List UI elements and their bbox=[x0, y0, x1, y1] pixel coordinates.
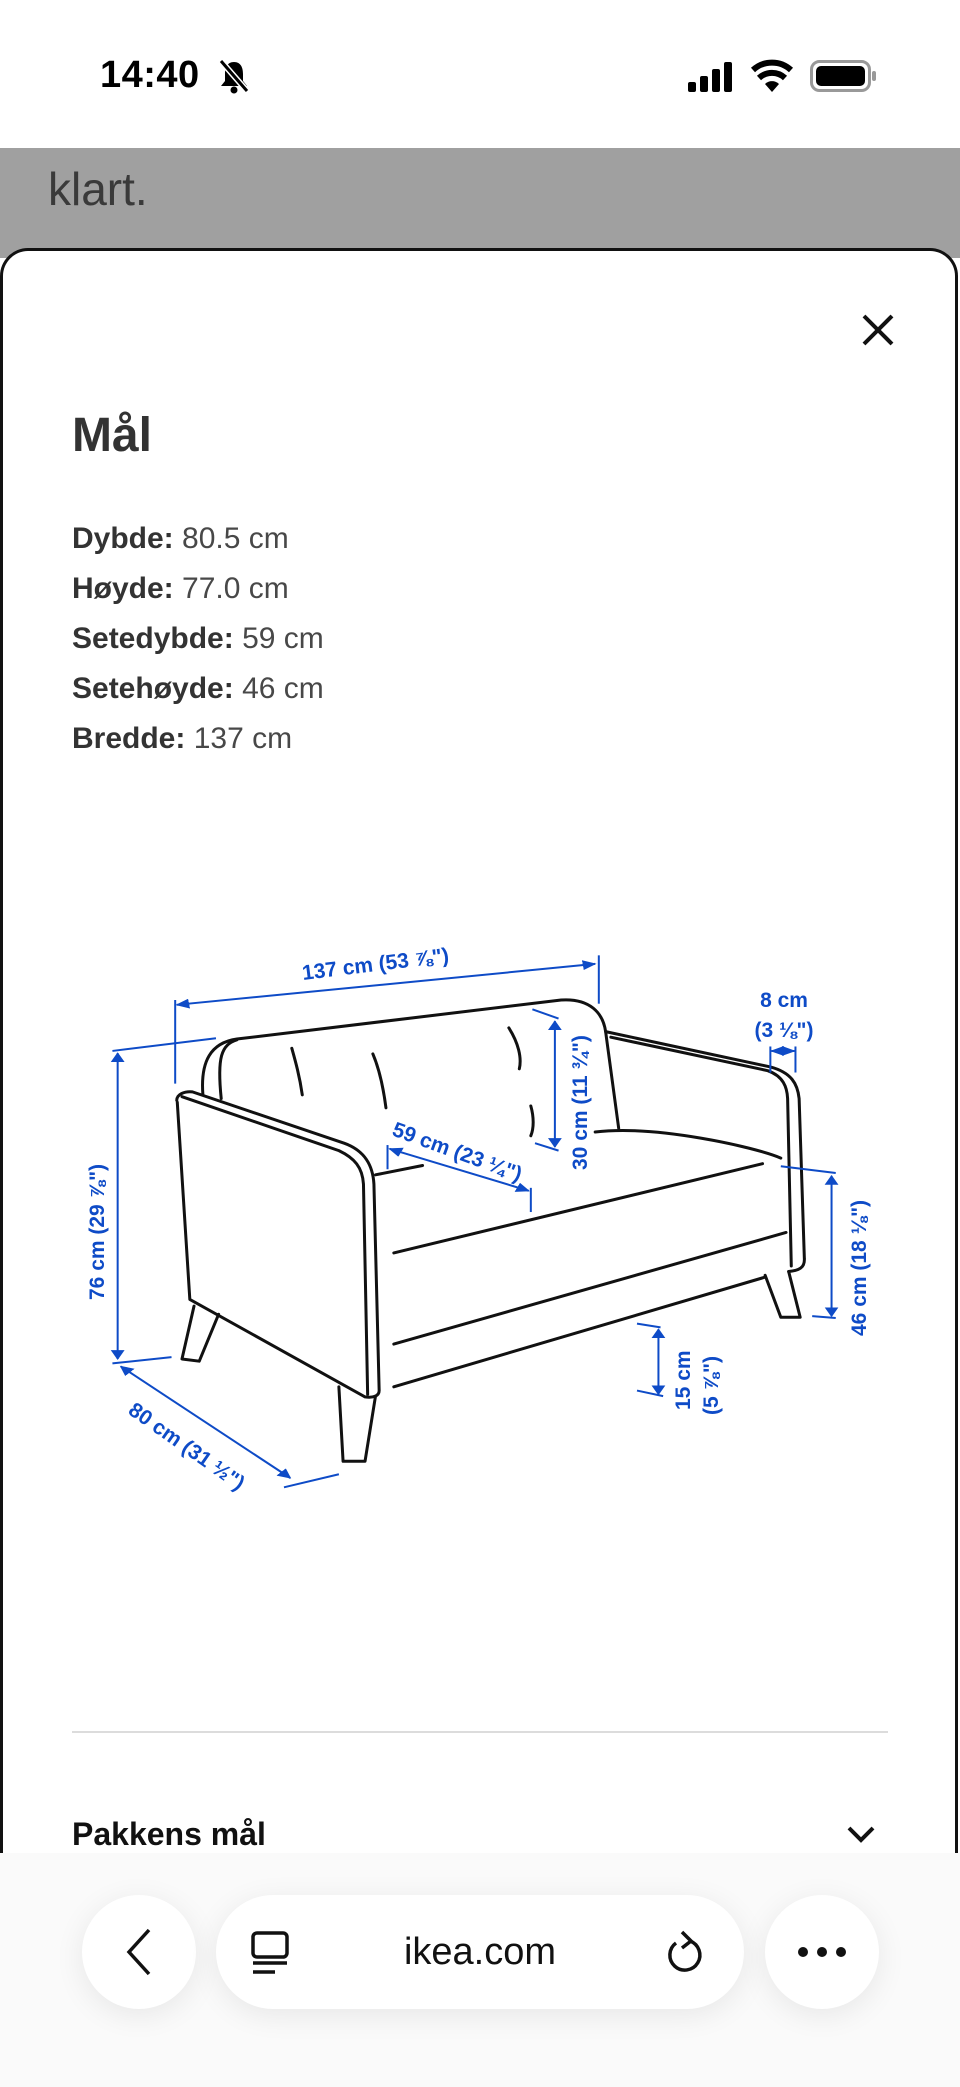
more-icon bbox=[797, 1946, 847, 1958]
chevron-down-icon[interactable] bbox=[846, 1824, 876, 1844]
more-button[interactable] bbox=[765, 1895, 879, 2009]
spec-label: Dybde: bbox=[72, 522, 174, 555]
cellular-signal-icon bbox=[688, 62, 734, 92]
address-bar[interactable] bbox=[216, 1895, 744, 2009]
bell-slash-icon bbox=[218, 58, 250, 94]
spec-row bbox=[72, 514, 324, 564]
close-icon[interactable] bbox=[858, 310, 898, 350]
url-text[interactable]: ikea.com bbox=[403, 1931, 557, 1973]
spec-label: Høyde: bbox=[72, 572, 174, 605]
spec-value: 80.5 cm bbox=[182, 522, 289, 555]
back-button[interactable] bbox=[82, 1895, 196, 2009]
section-divider bbox=[72, 1731, 888, 1733]
depth-label: 80 cm (31 ½") bbox=[124, 1398, 249, 1496]
spec-value: 77.0 cm bbox=[182, 572, 289, 605]
wifi-icon bbox=[750, 58, 794, 92]
spec-label: Bredde: bbox=[72, 722, 186, 755]
arm-width-inch-label: (3 ⅛") bbox=[754, 1019, 814, 1042]
spec-list bbox=[72, 514, 324, 764]
status-bar bbox=[0, 0, 960, 148]
spec-row bbox=[72, 664, 324, 714]
spec-value: 46 cm bbox=[242, 672, 324, 705]
height-label: 76 cm (29 ⅞") bbox=[86, 1163, 109, 1300]
spec-label: Setedybde: bbox=[72, 622, 234, 655]
spec-row bbox=[72, 714, 324, 764]
sofa-dimension-diagram bbox=[0, 900, 960, 1550]
spec-label: Setehøyde: bbox=[72, 672, 234, 705]
spec-row bbox=[72, 564, 324, 614]
package-dimensions-toggle[interactable]: Pakkens mål bbox=[72, 1816, 266, 1852]
dimension-lines bbox=[112, 955, 835, 1487]
spec-row bbox=[72, 614, 324, 664]
status-time: 14:40 bbox=[100, 54, 200, 96]
seat-depth-label: 59 cm (23 ¼") bbox=[389, 1118, 525, 1187]
reload-icon[interactable] bbox=[664, 1929, 704, 1975]
spec-value: 137 cm bbox=[193, 722, 293, 755]
width-label: 137 cm (53 ⅞") bbox=[300, 944, 451, 985]
battery-icon bbox=[810, 60, 878, 92]
leg-height-label: 15 cm bbox=[672, 1350, 695, 1410]
back-height-label: 30 cm (11 ¾") bbox=[569, 1035, 592, 1170]
backdrop-text: klart. bbox=[48, 163, 148, 215]
page-title: Mål bbox=[72, 409, 153, 462]
chevron-left-icon bbox=[124, 1927, 154, 1977]
seat-height-label: 46 cm (18 ⅛") bbox=[848, 1199, 871, 1336]
spec-value: 59 cm bbox=[242, 622, 324, 655]
arm-width-label: 8 cm bbox=[760, 989, 808, 1012]
leg-height-inch-label: (5 ⅞") bbox=[700, 1356, 723, 1415]
